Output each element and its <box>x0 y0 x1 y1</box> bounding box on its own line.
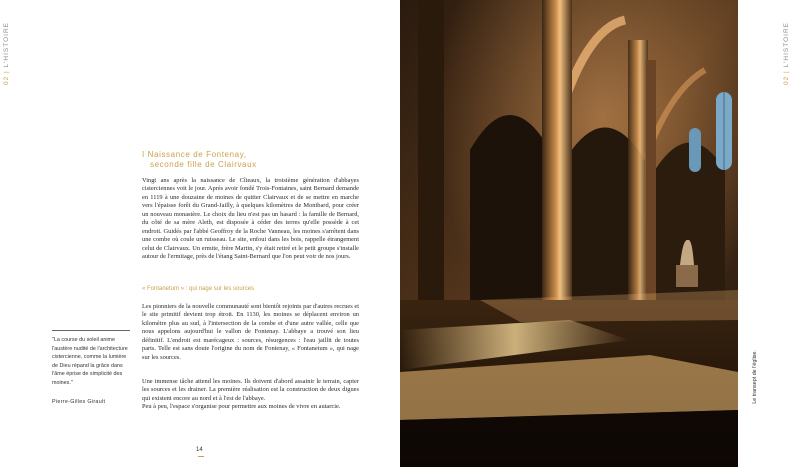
chapter-separator: | <box>783 70 790 73</box>
section-title <box>142 150 372 170</box>
church-interior-image <box>400 0 738 467</box>
pull-quote: "La course du soleil anime l'austère nudité de l'architecture cistercienne, comme la lumière de Dieu répand la grâce dans l'âme éprise de simplicité des moines." <box>52 337 128 386</box>
quote-author: Pierre-Gilles Girault <box>52 399 106 405</box>
paragraph-text: Une immense tâche attend les moines. Ils doivent d'abord assainir le terrain, capter les sources et les drainer. La première réalisation est la construction de deux digues qui existent encore au nord et à l'est de l'abbaye. <box>142 378 359 402</box>
paragraph-text: Peu à peu, l'espace s'organise pour permettre aux moines de vivre en autarcie. <box>142 403 341 411</box>
chapter-label: L'HISTOIRE <box>3 22 10 68</box>
church-photo <box>400 0 738 467</box>
chapter-tab <box>3 22 10 85</box>
chapter-number: 02 <box>783 75 790 85</box>
subheading: « Fontanetum » : qui nage sur les sources <box>142 286 255 292</box>
page-number-mark <box>198 456 204 457</box>
section-title-line2: seconde fille de Clairvaux <box>150 160 257 169</box>
section-title-line1: I Naissance de Fontenay, <box>142 150 247 159</box>
paragraph-text: Vingt ans après la naissance de Cîteaux, la troisième génération d'abbayes cisterciennes voit le jour. Après avoir fondé Trois-Fontaines, saint Bernard demande en 1119 à une douzaine de moines de quitter Clairvaux et de se mettre en marche vers l'épaisse forêt du Grand-Jailly, à quelques kilomètres de Montbard, pour créer un nouveau monastère. Le choix du lieu n'est pas un hasard : la famille de Bernard, du côté de sa mère Aleth, est disposée à céder des terres qu'elle possède à cet endroit. Guidés par l'abbé Geoffroy de la Roche Vanneau, les moines s'arrêtent dans une combe où coule un ruisseau. Le site, enfoui dans les bois, rappelle étrangement celui de Clairvaux. Un ermite, frère Martin, s'y était retiré et le petit groupe s'installe autour de l'ermitage, près de l'étang Saint-Bernard que l'on peut voir de nos jours. <box>142 177 359 261</box>
chapter-separator: | <box>3 70 10 73</box>
body-paragraph-3 <box>142 378 359 412</box>
body-paragraph-2 <box>142 303 359 362</box>
chapter-number: 02 <box>3 75 10 85</box>
page-number: 14 <box>196 447 203 453</box>
chapter-tab-right <box>783 22 790 85</box>
photo-caption: Le transept de l'église. <box>752 350 758 404</box>
right-page <box>400 0 800 467</box>
body-paragraph-1 <box>142 177 359 262</box>
chapter-label: L'HISTOIRE <box>783 22 790 68</box>
quote-divider <box>52 330 130 331</box>
paragraph-text: Les pionniers de la nouvelle communauté sont bientôt rejoints par d'autres recrues et le site primitif devient trop étroit. En 1130, les moines se déplacent environ un kilomètre plus au sud, à l'intersection de la combe et d'une autre vallée, celle que nous appelons aujourd'hui le vallon de Fontenay. L'abbaye a trouvé son lieu définitif. L'endroit est marécageux : sources, résurgences : l'eau jaillit de toutes parts. Telle est sans doute l'origine du nom de Fontenay, « Fontanetum », qui nage sur les sources. <box>142 303 359 361</box>
